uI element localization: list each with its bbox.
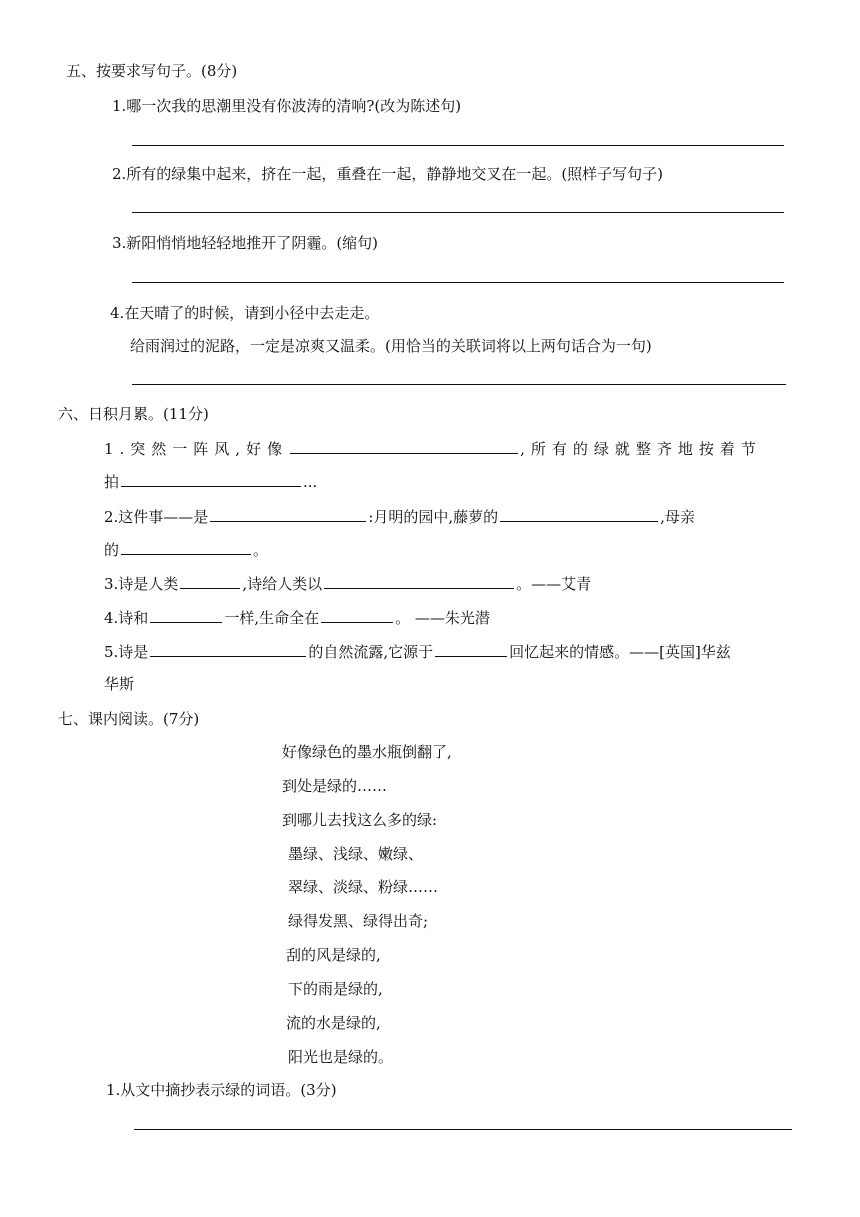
section-6-question-4: [104, 606, 490, 628]
poem-line-10: 阳光也是绿的。: [288, 1048, 394, 1066]
q3-text-c: 。——艾青: [516, 575, 592, 593]
q2-text-b: :月明的园中,藤萝的: [368, 508, 499, 526]
fill-blank[interactable]: [121, 538, 251, 555]
section-6-heading: 六、日积月累。(11分): [58, 405, 209, 423]
q4-text-b: 一样,生命全在: [224, 609, 320, 627]
poem-line-5: 翠绿、淡绿、粉绿……: [288, 878, 439, 896]
poem-line-8: 下的雨是绿的,: [288, 980, 383, 998]
fill-blank[interactable]: [435, 640, 507, 657]
section-6-question-1: [104, 437, 762, 459]
answer-line[interactable]: [132, 212, 784, 213]
answer-line[interactable]: [132, 282, 784, 283]
section-5-question-4-line-1: 4.在天晴了的时候，请到小径中去走走。: [110, 304, 380, 322]
fill-blank[interactable]: [290, 437, 518, 454]
poem-line-9: 流的水是绿的,: [286, 1014, 381, 1032]
q1-text-d: ...: [303, 473, 318, 491]
fill-blank[interactable]: [500, 505, 658, 522]
section-5-question-4-line-2: 给雨润过的泥路，一定是凉爽又温柔。(用恰当的关联词将以上两句话合为一句): [130, 337, 652, 355]
section-6-question-5-cont: 华斯: [104, 675, 135, 693]
fill-blank[interactable]: [210, 505, 366, 522]
section-6-question-5: [104, 640, 731, 662]
answer-line[interactable]: [132, 384, 786, 385]
section-6-question-2: [104, 505, 695, 527]
section-7-heading: 七、课内阅读。(7分): [58, 710, 200, 728]
section-5-heading: 五、按要求写句子。(8分): [66, 62, 238, 80]
section-5-question-3: 3.新阳悄悄地轻轻地推开了阴霾。(缩句): [112, 234, 379, 252]
q1-text-a: 1.突然一阵风,好像: [104, 440, 289, 458]
section-7-question-1: 1.从文中摘抄表示绿的词语。(3分): [106, 1081, 337, 1099]
q5-text-a: 5.诗是: [104, 643, 149, 661]
fill-blank[interactable]: [321, 606, 393, 623]
poem-line-6: 绿得发黑、绿得出奇;: [288, 912, 429, 930]
fill-blank[interactable]: [121, 470, 301, 487]
q1-text-c: 拍: [104, 473, 120, 491]
poem-line-7: 刮的风是绿的,: [286, 946, 381, 964]
answer-line[interactable]: [134, 1129, 792, 1130]
section-6-question-3: [104, 572, 591, 594]
section-6-question-1-cont: [104, 470, 317, 492]
fill-blank[interactable]: [324, 572, 514, 589]
q5-text-c: 回忆起来的情感。——[英国]华兹: [509, 643, 731, 661]
section-5-question-1: 1.哪一次我的思潮里没有你波涛的清响?(改为陈述句): [112, 97, 462, 115]
fill-blank[interactable]: [150, 606, 222, 623]
section-5-question-2: 2.所有的绿集中起来，挤在一起，重叠在一起，静静地交叉在一起。(照样子写句子): [112, 165, 664, 183]
q4-text-c: 。 ——朱光潜: [395, 609, 490, 627]
poem-line-1: 好像绿色的墨水瓶倒翻了,: [282, 743, 452, 761]
q2-text-e: 。: [253, 541, 269, 559]
section-6-question-2-cont: [104, 538, 268, 560]
poem-line-3: 到哪儿去找这么多的绿:: [282, 811, 438, 829]
q3-text-a: 3.诗是人类: [104, 575, 179, 593]
q1-text-b: ,所有的绿就整齐地按着节: [520, 440, 762, 458]
q3-text-b: ,诗给人类以: [242, 575, 323, 593]
q5-text-b: 的自然流露,它源于: [308, 643, 434, 661]
poem-line-2: 到处是绿的……: [282, 777, 388, 795]
q4-text-a: 4.诗和: [104, 609, 149, 627]
fill-blank[interactable]: [180, 572, 240, 589]
fill-blank[interactable]: [150, 640, 306, 657]
q2-text-a: 2.这件事——是: [104, 508, 209, 526]
poem-line-4: 墨绿、浅绿、嫩绿、: [288, 845, 424, 863]
q2-text-d: 的: [104, 541, 120, 559]
answer-line[interactable]: [132, 145, 784, 146]
q2-text-c: ,母亲: [660, 508, 695, 526]
